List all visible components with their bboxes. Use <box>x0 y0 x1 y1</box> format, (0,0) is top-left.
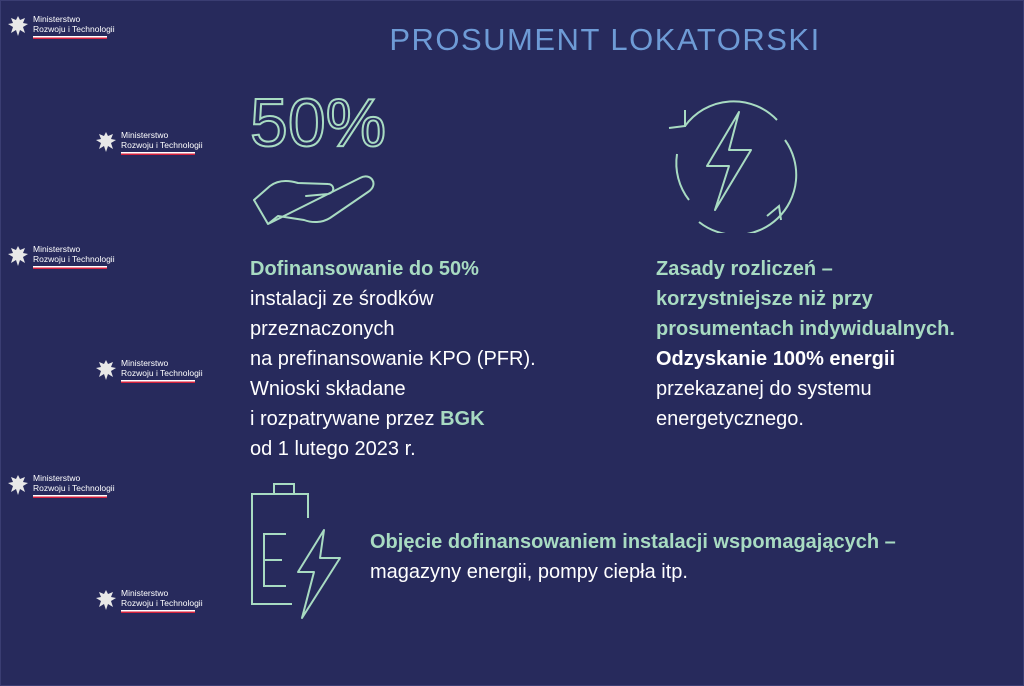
logo-flag-bar <box>33 495 107 498</box>
settlement-line-2: korzystniejsze niż przy <box>656 288 873 310</box>
settlement-line-6: energetycznego. <box>656 408 804 430</box>
eagle-emblem-icon <box>95 588 117 612</box>
funding-line-2: przeznaczonych <box>250 318 395 340</box>
ministry-logo <box>95 130 203 155</box>
eagle-emblem-icon <box>7 473 29 497</box>
funding-line-5-text: i rozpatrywane przez <box>250 408 441 430</box>
logo-line-1: Ministerstwo <box>33 14 81 24</box>
funding-line-3: na prefinansowanie KPO (PFR). <box>250 348 536 370</box>
logo-line-2: Rozwoju i Technologii <box>121 140 203 150</box>
page-title: PROSUMENT LOKATORSKI <box>389 22 821 57</box>
ministry-logo <box>7 473 115 498</box>
ministry-logo <box>95 358 203 383</box>
percent-icon-text: 50% <box>250 88 387 161</box>
settlement-line-3: prosumentach indywidualnych. <box>656 318 955 340</box>
logo-flag-bar <box>121 610 195 613</box>
percent-hand-icon <box>248 88 393 233</box>
settlement-text-block <box>656 254 955 434</box>
settlement-line-5: przekazanej do systemu <box>656 378 872 400</box>
logo-line-2: Rozwoju i Technologii <box>33 24 115 34</box>
eagle-emblem-icon <box>95 130 117 154</box>
logo-flag-bar <box>33 36 107 39</box>
eagle-emblem-icon <box>95 358 117 382</box>
logo-line-1: Ministerstwo <box>121 588 169 598</box>
logo-line-2: Rozwoju i Technologii <box>121 598 203 608</box>
funding-line-1: instalacji ze środków <box>250 288 434 310</box>
settlement-line-4: Odzyskanie 100% energii <box>656 348 896 370</box>
ministry-logo <box>95 588 203 613</box>
logo-line-2: Rozwoju i Technologii <box>33 483 115 493</box>
logo-line-1: Ministerstwo <box>121 358 169 368</box>
supporting-line-2: magazyny energii, pompy ciepła itp. <box>370 561 688 583</box>
funding-text-block <box>250 254 536 464</box>
logo-line-1: Ministerstwo <box>121 130 169 140</box>
funding-line-4: Wnioski składane <box>250 378 406 400</box>
eagle-emblem-icon <box>7 244 29 268</box>
energy-cycle-icon <box>655 88 800 233</box>
logo-flag-bar <box>33 266 107 269</box>
logo-line-2: Rozwoju i Technologii <box>121 368 203 378</box>
battery-lightning-icon <box>248 482 348 622</box>
logo-line-1: Ministerstwo <box>33 473 81 483</box>
logo-line-2: Rozwoju i Technologii <box>33 254 115 264</box>
funding-line-5 <box>250 404 536 434</box>
supporting-installations-block <box>370 527 896 587</box>
funding-line-6: od 1 lutego 2023 r. <box>250 438 416 460</box>
logo-flag-bar <box>121 380 195 383</box>
settlement-line-1: Zasady rozliczeń – <box>656 258 833 280</box>
funding-heading: Dofinansowanie do 50% <box>250 258 479 280</box>
supporting-heading: Objęcie dofinansowaniem instalacji wspomagających – <box>370 531 896 553</box>
logo-flag-bar <box>121 152 195 155</box>
ministry-logo <box>7 244 115 269</box>
eagle-emblem-icon <box>7 14 29 38</box>
bgk-label: BGK <box>440 408 485 430</box>
logo-line-1: Ministerstwo <box>33 244 81 254</box>
ministry-logo <box>7 14 115 39</box>
